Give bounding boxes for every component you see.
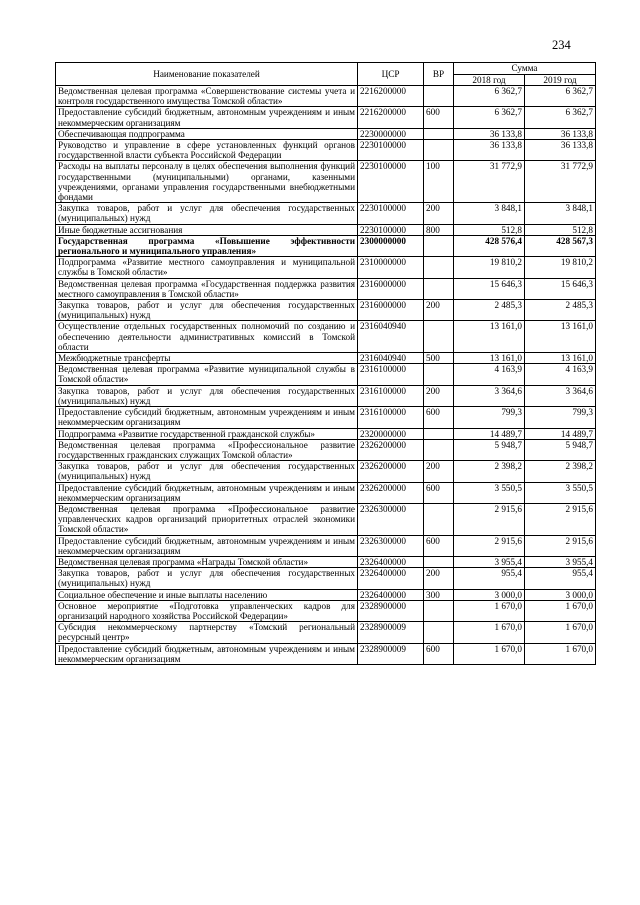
header-name: Наименование показателей — [56, 63, 358, 86]
row-2018-cell: 13 161,0 — [454, 321, 525, 353]
row-2018-cell: 14 489,7 — [454, 428, 525, 439]
row-2018-cell: 3 848,1 — [454, 203, 525, 224]
row-vr-cell: 800 — [424, 224, 454, 235]
row-vr-cell: 600 — [424, 107, 454, 128]
table-row — [56, 643, 596, 664]
row-2018-cell: 6 362,7 — [454, 86, 525, 107]
row-csr-cell: 2328900009 — [358, 643, 424, 664]
header-year-2019: 2019 год — [525, 74, 596, 86]
table-row — [56, 503, 596, 535]
row-csr-cell: 2326300000 — [358, 503, 424, 535]
row-2019-cell: 1 670,0 — [525, 622, 596, 643]
row-name-cell: Закупка товаров, работ и услуг для обеспечения государственных (муниципальных) нужд — [56, 385, 358, 406]
table-row — [56, 353, 596, 364]
row-2018-cell: 3 000,0 — [454, 589, 525, 600]
row-csr-cell: 2326400000 — [358, 556, 424, 567]
row-name-cell: Ведомственная целевая программа «Профессиональное развитие управленческих кадров организаций приоритетных отраслей экономики Томской области» — [56, 503, 358, 535]
row-2019-cell: 5 948,7 — [525, 439, 596, 460]
row-vr-cell: 500 — [424, 353, 454, 364]
row-2018-cell: 799,3 — [454, 407, 525, 428]
row-csr-cell: 2328900000 — [358, 600, 424, 621]
row-name-cell: Руководство и управление в сфере установленных функций органов государственной власти субъекта Российской Федерации — [56, 140, 358, 161]
row-2018-cell: 3 550,5 — [454, 482, 525, 503]
row-csr-cell: 2216200000 — [358, 107, 424, 128]
row-2018-cell: 6 362,7 — [454, 107, 525, 128]
row-2019-cell: 1 670,0 — [525, 643, 596, 664]
row-csr-cell: 2326200000 — [358, 482, 424, 503]
row-2018-cell: 2 485,3 — [454, 300, 525, 321]
row-2018-cell: 31 772,9 — [454, 161, 525, 203]
row-vr-cell — [424, 321, 454, 353]
row-2019-cell: 31 772,9 — [525, 161, 596, 203]
row-vr-cell — [424, 140, 454, 161]
row-name-cell: Иные бюджетные ассигнования — [56, 224, 358, 235]
row-name-cell: Ведомственная целевая программа «Государственная поддержка развития местного самоуправления в Томской области» — [56, 278, 358, 299]
table-row — [56, 278, 596, 299]
row-name-cell: Предоставление субсидий бюджетным, автономным учреждениям и иным некоммерческим организациям — [56, 535, 358, 556]
row-vr-cell: 600 — [424, 482, 454, 503]
row-vr-cell: 200 — [424, 203, 454, 224]
row-2018-cell: 512,8 — [454, 224, 525, 235]
row-csr-cell: 2316100000 — [358, 364, 424, 385]
row-2019-cell: 799,3 — [525, 407, 596, 428]
row-2018-cell: 36 133,8 — [454, 128, 525, 139]
row-2018-cell: 15 646,3 — [454, 278, 525, 299]
row-name-cell: Подпрограмма «Развитие государственной гражданской службы» — [56, 428, 358, 439]
row-csr-cell: 2230100000 — [358, 140, 424, 161]
row-2018-cell: 4 163,9 — [454, 364, 525, 385]
page-number: 234 — [552, 38, 571, 52]
row-2018-cell: 2 915,6 — [454, 503, 525, 535]
row-csr-cell: 2316100000 — [358, 407, 424, 428]
row-name-cell: Ведомственная целевая программа «Совершенствование системы учета и контроля государственного имущества Томской области» — [56, 86, 358, 107]
row-csr-cell: 2230100000 — [358, 224, 424, 235]
row-csr-cell: 2230100000 — [358, 161, 424, 203]
row-2018-cell: 3 955,4 — [454, 556, 525, 567]
row-2018-cell: 13 161,0 — [454, 353, 525, 364]
table-row — [56, 600, 596, 621]
table-row — [56, 235, 596, 256]
row-2019-cell: 1 670,0 — [525, 600, 596, 621]
row-2018-cell: 3 364,6 — [454, 385, 525, 406]
row-vr-cell — [424, 622, 454, 643]
table-row — [56, 321, 596, 353]
table-row — [56, 461, 596, 482]
row-name-cell: Обеспечивающая подпрограмма — [56, 128, 358, 139]
row-name-cell: Закупка товаров, работ и услуг для обеспечения государственных (муниципальных) нужд — [56, 461, 358, 482]
row-vr-cell — [424, 235, 454, 256]
row-name-cell: Предоставление субсидий бюджетным, автономным учреждениям и иным некоммерческим организациям — [56, 643, 358, 664]
row-vr-cell: 200 — [424, 568, 454, 589]
budget-table — [55, 62, 596, 665]
header-vr: ВР — [424, 63, 454, 86]
row-2019-cell: 2 915,6 — [525, 535, 596, 556]
row-csr-cell: 2316100000 — [358, 385, 424, 406]
table-row — [56, 128, 596, 139]
row-name-cell: Предоставление субсидий бюджетным, автономным учреждениям и иным некоммерческим организациям — [56, 482, 358, 503]
table-body — [56, 86, 596, 665]
row-name-cell: Ведомственная целевая программа «Профессиональное развитие государственных гражданских служащих Томской области» — [56, 439, 358, 460]
table-row — [56, 107, 596, 128]
table-row — [56, 622, 596, 643]
row-vr-cell — [424, 257, 454, 278]
row-vr-cell: 200 — [424, 300, 454, 321]
table-row — [56, 482, 596, 503]
row-csr-cell: 2326400000 — [358, 589, 424, 600]
row-vr-cell: 600 — [424, 535, 454, 556]
row-vr-cell — [424, 278, 454, 299]
table-row — [56, 300, 596, 321]
row-2019-cell: 36 133,8 — [525, 128, 596, 139]
table-row — [56, 439, 596, 460]
row-csr-cell: 2216200000 — [358, 86, 424, 107]
table-row — [56, 364, 596, 385]
row-2018-cell: 36 133,8 — [454, 140, 525, 161]
row-2019-cell: 3 364,6 — [525, 385, 596, 406]
row-name-cell: Расходы на выплаты персоналу в целях обеспечения выполнения функций государственными (муниципальными) органами, казенными учреждениями, органами управления государственными внебюджетными фондами — [56, 161, 358, 203]
row-2019-cell: 13 161,0 — [525, 321, 596, 353]
table-row — [56, 556, 596, 567]
row-vr-cell — [424, 503, 454, 535]
table-row — [56, 568, 596, 589]
row-2019-cell: 428 567,3 — [525, 235, 596, 256]
row-2019-cell: 36 133,8 — [525, 140, 596, 161]
table-row — [56, 203, 596, 224]
row-csr-cell: 2326200000 — [358, 461, 424, 482]
table-row — [56, 161, 596, 203]
row-name-cell: Закупка товаров, работ и услуг для обеспечения государственных (муниципальных) нужд — [56, 300, 358, 321]
row-2019-cell: 955,4 — [525, 568, 596, 589]
row-name-cell: Ведомственная целевая программа «Развитие муниципальной службы в Томской области» — [56, 364, 358, 385]
row-2018-cell: 5 948,7 — [454, 439, 525, 460]
row-name-cell: Предоставление субсидий бюджетным, автономным учреждениям и иным некоммерческим организациям — [56, 107, 358, 128]
row-2019-cell: 2 485,3 — [525, 300, 596, 321]
row-csr-cell: 2316000000 — [358, 278, 424, 299]
row-vr-cell — [424, 86, 454, 107]
row-name-cell: Государственная программа «Повышение эффективности регионального и муниципального управления» — [56, 235, 358, 256]
table-row — [56, 589, 596, 600]
row-vr-cell: 600 — [424, 407, 454, 428]
row-csr-cell: 2316040940 — [358, 321, 424, 353]
header-csr: ЦСР — [358, 63, 424, 86]
row-2019-cell: 3 550,5 — [525, 482, 596, 503]
row-csr-cell: 2230100000 — [358, 203, 424, 224]
row-name-cell: Закупка товаров, работ и услуг для обеспечения государственных (муниципальных) нужд — [56, 568, 358, 589]
row-2019-cell: 13 161,0 — [525, 353, 596, 364]
header-year-2018: 2018 год — [454, 74, 525, 86]
row-2018-cell: 19 810,2 — [454, 257, 525, 278]
row-vr-cell: 300 — [424, 589, 454, 600]
row-csr-cell: 2230000000 — [358, 128, 424, 139]
row-csr-cell: 2326400000 — [358, 568, 424, 589]
row-2018-cell: 1 670,0 — [454, 622, 525, 643]
row-vr-cell — [424, 439, 454, 460]
row-name-cell: Предоставление субсидий бюджетным, автономным учреждениям и иным некоммерческим организациям — [56, 407, 358, 428]
row-2019-cell: 3 000,0 — [525, 589, 596, 600]
row-2018-cell: 428 576,4 — [454, 235, 525, 256]
table-row — [56, 86, 596, 107]
table-row — [56, 257, 596, 278]
row-2019-cell: 4 163,9 — [525, 364, 596, 385]
table-row — [56, 224, 596, 235]
table-row — [56, 428, 596, 439]
row-name-cell: Субсидия некоммерческому партнерству «Томский региональный ресурсный центр» — [56, 622, 358, 643]
row-csr-cell: 2316040940 — [358, 353, 424, 364]
row-vr-cell: 200 — [424, 385, 454, 406]
row-csr-cell: 2316000000 — [358, 300, 424, 321]
row-name-cell: Ведомственная целевая программа «Награды Томской области» — [56, 556, 358, 567]
row-vr-cell: 100 — [424, 161, 454, 203]
row-vr-cell: 600 — [424, 643, 454, 664]
row-csr-cell: 2326300000 — [358, 535, 424, 556]
row-2019-cell: 3 848,1 — [525, 203, 596, 224]
row-name-cell: Осуществление отдельных государственных полномочий по созданию и обеспечению деятельности административных комиссий в Томской области — [56, 321, 358, 353]
row-vr-cell — [424, 364, 454, 385]
table-row — [56, 140, 596, 161]
row-vr-cell — [424, 556, 454, 567]
row-2018-cell: 1 670,0 — [454, 643, 525, 664]
row-2019-cell: 15 646,3 — [525, 278, 596, 299]
header-sum: Сумма — [454, 63, 596, 75]
row-2018-cell: 2 915,6 — [454, 535, 525, 556]
row-2019-cell: 6 362,7 — [525, 107, 596, 128]
row-2019-cell: 3 955,4 — [525, 556, 596, 567]
row-csr-cell: 2300000000 — [358, 235, 424, 256]
table-row — [56, 407, 596, 428]
row-name-cell: Закупка товаров, работ и услуг для обеспечения государственных (муниципальных) нужд — [56, 203, 358, 224]
row-2019-cell: 2 915,6 — [525, 503, 596, 535]
row-2019-cell: 6 362,7 — [525, 86, 596, 107]
row-vr-cell: 200 — [424, 461, 454, 482]
row-name-cell: Социальное обеспечение и иные выплаты населению — [56, 589, 358, 600]
row-vr-cell — [424, 600, 454, 621]
row-2018-cell: 1 670,0 — [454, 600, 525, 621]
row-name-cell: Основное мероприятие «Подготовка управленческих кадров для организаций народного хозяйства Российской Федерации» — [56, 600, 358, 621]
row-csr-cell: 2326200000 — [358, 439, 424, 460]
row-csr-cell: 2328900009 — [358, 622, 424, 643]
row-2019-cell: 14 489,7 — [525, 428, 596, 439]
row-csr-cell: 2310000000 — [358, 257, 424, 278]
table-row — [56, 385, 596, 406]
row-2019-cell: 512,8 — [525, 224, 596, 235]
table-row — [56, 535, 596, 556]
row-vr-cell — [424, 428, 454, 439]
row-2019-cell: 2 398,2 — [525, 461, 596, 482]
row-2018-cell: 2 398,2 — [454, 461, 525, 482]
row-name-cell: Подпрограмма «Развитие местного самоуправления и муниципальной службы в Томской области» — [56, 257, 358, 278]
row-csr-cell: 2320000000 — [358, 428, 424, 439]
row-2018-cell: 955,4 — [454, 568, 525, 589]
row-vr-cell — [424, 128, 454, 139]
row-2019-cell: 19 810,2 — [525, 257, 596, 278]
row-name-cell: Межбюджетные трансферты — [56, 353, 358, 364]
